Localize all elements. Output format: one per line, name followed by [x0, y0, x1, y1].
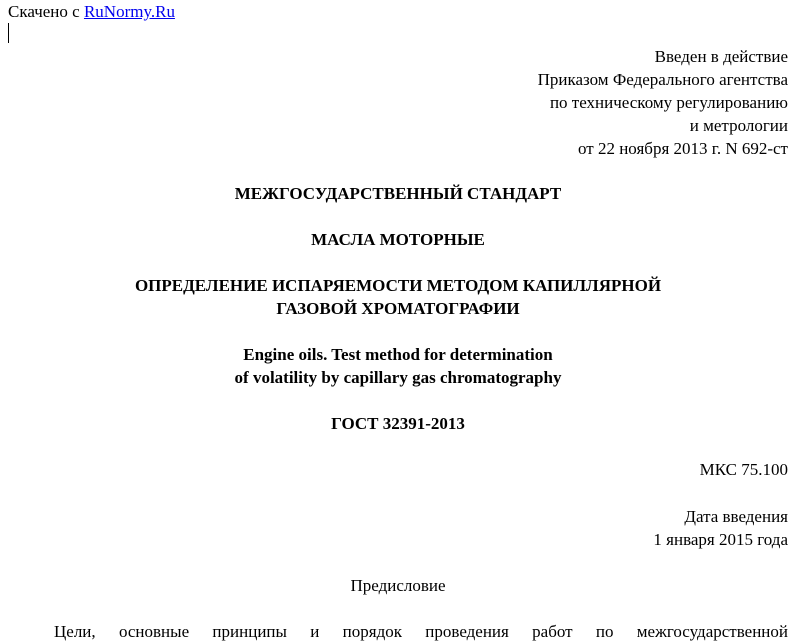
introduction-label: Дата введения	[684, 507, 788, 526]
english-title-line: of volatility by capillary gas chromatography	[234, 368, 562, 387]
method-title-line: ГАЗОВОЙ ХРОМАТОГРАФИИ	[276, 299, 520, 318]
source-line	[8, 0, 175, 23]
preface-paragraph: Цели, основные принципы и порядок проведения работ по межгосударственной	[54, 622, 788, 641]
method-title-line: ОПРЕДЕЛЕНИЕ ИСПАРЯЕМОСТИ МЕТОДОМ КАПИЛЛЯРНОЙ	[134, 276, 662, 295]
standard-type: МЕЖГОСУДАРСТВЕННЫЙ СТАНДАРТ	[234, 184, 562, 203]
preface-heading: Предисловие	[350, 576, 446, 595]
enacted-line: Введен в действие	[654, 47, 788, 66]
source-link[interactable]: RuNormy.Ru	[83, 2, 175, 21]
enacted-line: и метрологии	[689, 116, 788, 135]
standard-method-title	[0, 274, 790, 320]
source-prefix: Скачено с	[8, 2, 80, 21]
english-title	[0, 343, 790, 389]
standard-subject: МАСЛА МОТОРНЫЕ	[311, 230, 485, 249]
enacted-line: по техническому регулированию	[549, 93, 788, 112]
text-cursor	[8, 23, 9, 43]
introduction-date: 1 января 2015 года	[653, 530, 788, 549]
enacted-line: от 22 ноября 2013 г. N 692-ст	[578, 139, 788, 158]
mks-code: МКС 75.100	[699, 460, 788, 479]
enacted-block	[538, 45, 788, 160]
enacted-line: Приказом Федерального агентства	[537, 70, 788, 89]
gost-number: ГОСТ 32391-2013	[331, 414, 465, 433]
english-title-line: Engine oils. Test method for determination	[243, 345, 553, 364]
